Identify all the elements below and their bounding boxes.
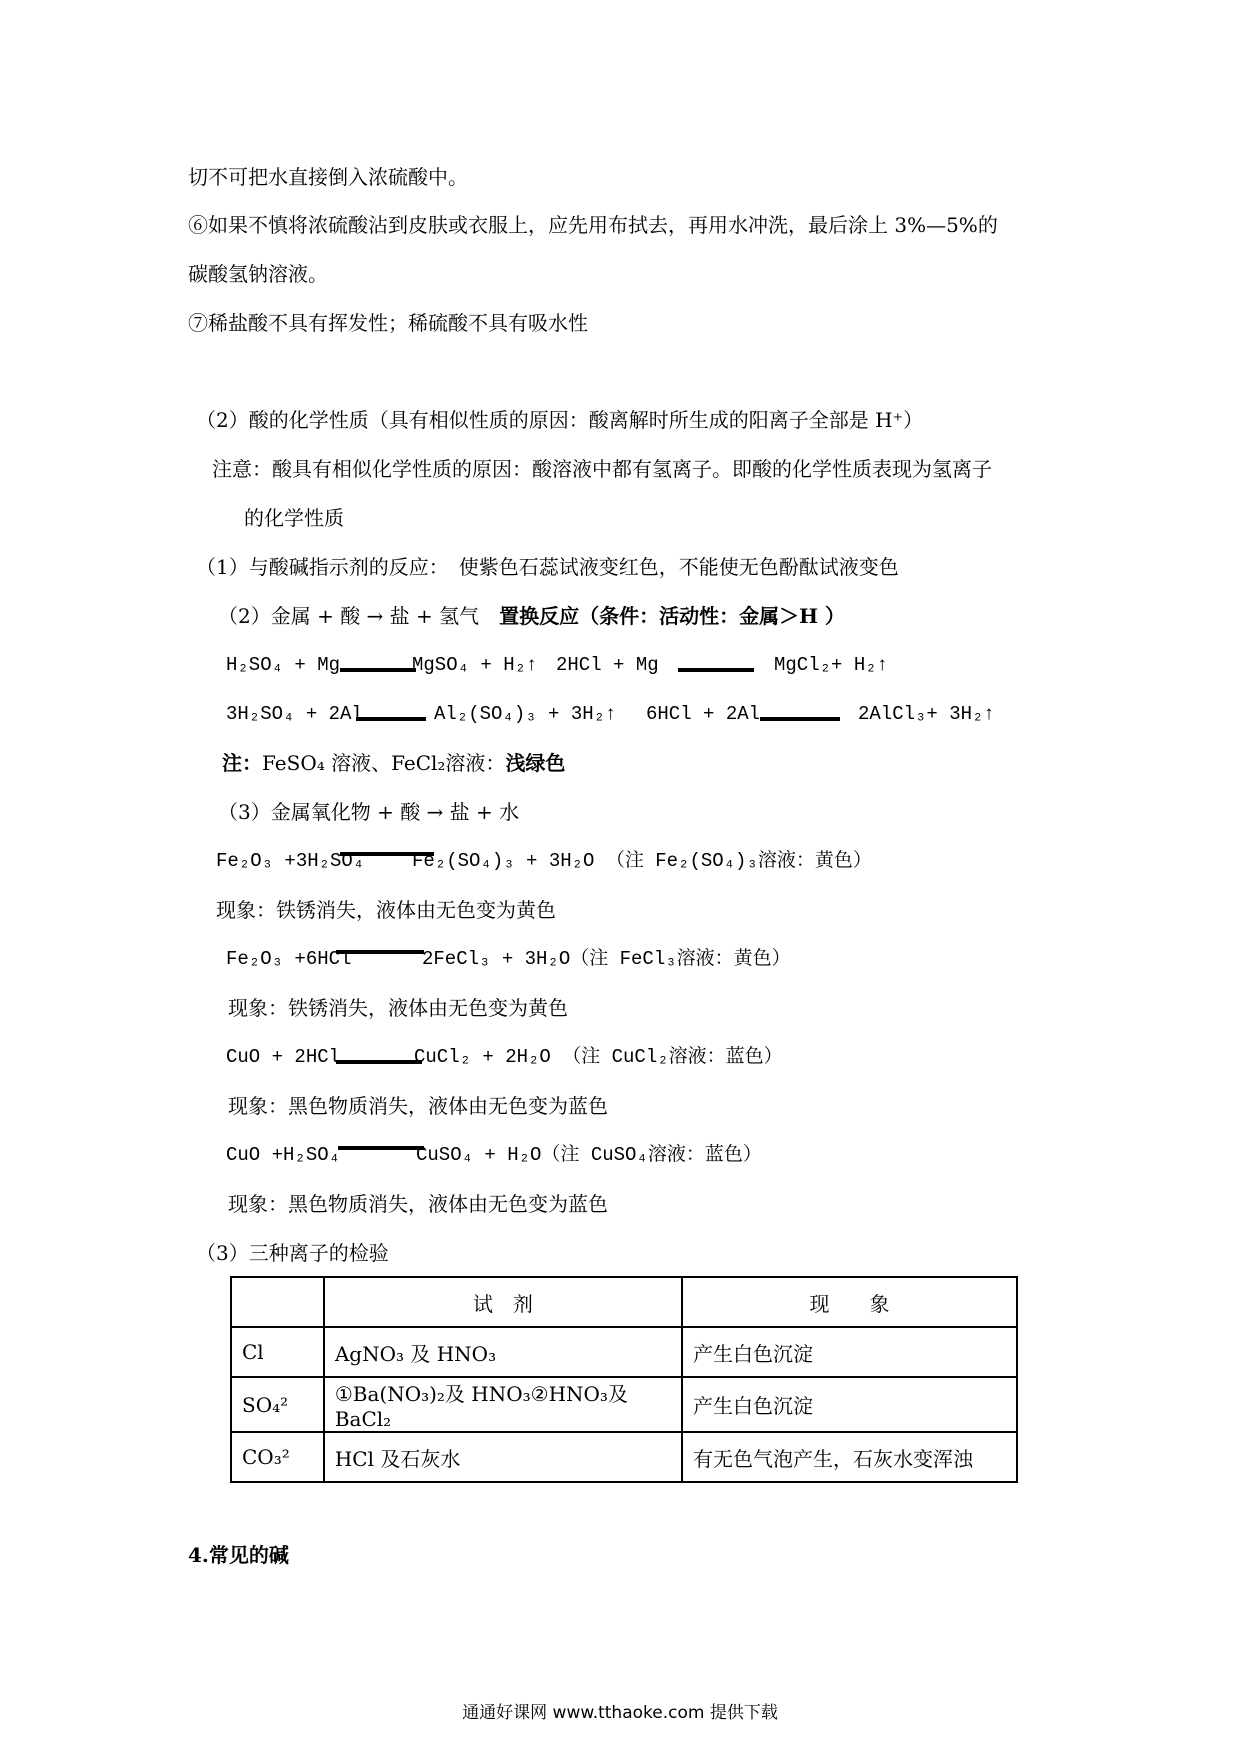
observation-line: 现象：铁锈消失，液体由无色变为黄色 <box>228 996 568 1020</box>
ion-cell: Cl <box>231 1327 324 1377</box>
equation-equals-sign <box>336 950 424 954</box>
note-line: 注意：酸具有相似化学性质的原因：酸溶液中都有氢离子。即酸的化学性质表现为氢离子 <box>212 457 992 481</box>
reaction-type: 置换反应（条件：活动性：金属＞H ） <box>499 604 846 628</box>
table-header-cell: 现 象 <box>682 1277 1017 1327</box>
section-heading: （2）酸的化学性质（具有相似性质的原因：酸离解时所生成的阳离子全部是 H⁺） <box>196 408 924 432</box>
page-footer: 通通好课网 www.tthaoke.com 提供下载 <box>462 1703 778 1723</box>
equation-reactants: Fe₂O₃ +3H₂SO₄ <box>216 850 365 872</box>
equation-reactants: CuO +H₂SO₄ <box>226 1144 341 1166</box>
equation-reactants: 6HCl + 2Al <box>646 703 761 725</box>
observation-line: 现象：黑色物质消失，液体由无色变为蓝色 <box>228 1192 608 1216</box>
equation-equals-sign <box>678 668 754 672</box>
table-header-cell: 试 剂 <box>324 1277 682 1327</box>
equation-products: CuCl₂ + 2H₂O （注 CuCl₂溶液：蓝色） <box>414 1046 783 1068</box>
reagent-cell: AgNO₃ 及 HNO₃ <box>324 1327 682 1377</box>
equation-products: Al₂(SO₄)₃ + 3H₂↑ <box>434 703 617 725</box>
table-row <box>231 1432 1017 1482</box>
ion-cell: CO₃² <box>231 1432 324 1482</box>
note-color: 浅绿色 <box>505 751 566 775</box>
note-line <box>222 750 565 776</box>
equation-reactants: 2HCl + Mg <box>556 654 659 676</box>
equation-reactants: Fe₂O₃ +6HCl <box>226 948 352 970</box>
table-row <box>231 1327 1017 1377</box>
ion-cell: SO₄² <box>231 1377 324 1432</box>
equation-products: 2FeCl₃ + 3H₂O（注 FeCl₃溶液：黄色） <box>422 948 791 970</box>
equation-products: MgCl₂+ H₂↑ <box>774 654 889 676</box>
equation-equals-sign <box>356 717 426 721</box>
text-line: ⑥如果不慎将浓硫酸沾到皮肤或衣服上，应先用布拭去，再用水冲洗，最后涂上 3%—5%的 <box>188 213 998 237</box>
note-text: FeSO₄ 溶液、FeCl₂溶液： <box>262 751 506 775</box>
reagent-cell: HCl 及石灰水 <box>324 1432 682 1482</box>
text-line: （1）与酸碱指示剂的反应： 使紫色石蕊试液变红色，不能使无色酚酞试液变色 <box>196 555 899 579</box>
phenomenon-cell: 产生白色沉淀 <box>682 1327 1017 1377</box>
note-label: 注： <box>222 751 262 775</box>
table-header-cell <box>231 1277 324 1327</box>
equation-products: 2AlCl₃+ 3H₂↑ <box>858 703 995 725</box>
observation-line: 现象：铁锈消失，液体由无色变为黄色 <box>216 898 556 922</box>
subsection-heading <box>218 603 845 629</box>
subsection-text: （2）金属 + 酸 → 盐 + 氢气 <box>218 604 500 628</box>
table-header-row <box>231 1277 1017 1327</box>
equation-reactants: H₂SO₄ + Mg <box>226 654 341 676</box>
equation-products: CuSO₄ + H₂O（注 CuSO₄溶液：蓝色） <box>416 1144 762 1166</box>
text-line: 切不可把水直接倒入浓硫酸中。 <box>188 165 468 189</box>
phenomenon-cell: 产生白色沉淀 <box>682 1377 1017 1432</box>
phenomenon-cell: 有无色气泡产生，石灰水变浑浊 <box>682 1432 1017 1482</box>
table-row <box>231 1377 1017 1432</box>
equation-equals-sign <box>336 1060 422 1064</box>
subsection-heading: （3）三种离子的检验 <box>196 1241 389 1265</box>
ion-test-table <box>230 1276 1018 1483</box>
note-line: 的化学性质 <box>244 506 344 530</box>
equation-reactants: 3H₂SO₄ + 2Al <box>226 703 363 725</box>
section-heading: 4.常见的碱 <box>188 1543 289 1567</box>
equation-equals-sign <box>760 717 840 721</box>
equation-equals-sign <box>338 1146 424 1150</box>
equation-equals-sign <box>340 668 416 672</box>
text-line: ⑦稀盐酸不具有挥发性；稀硫酸不具有吸水性 <box>188 311 588 335</box>
subsection-heading: （3）金属氧化物 + 酸 → 盐 + 水 <box>218 800 520 824</box>
equation-products: Fe₂(SO₄)₃ + 3H₂O （注 Fe₂(SO₄)₃溶液：黄色） <box>412 850 872 872</box>
observation-line: 现象：黑色物质消失，液体由无色变为蓝色 <box>228 1094 608 1118</box>
text-line: 碳酸氢钠溶液。 <box>188 262 328 286</box>
equation-reactants: CuO + 2HCl <box>226 1046 341 1068</box>
equation-products: MgSO₄ + H₂↑ <box>412 654 538 676</box>
reagent-cell: ①Ba(NO₃)₂及 HNO₃②HNO₃及 BaCl₂ <box>324 1377 682 1432</box>
